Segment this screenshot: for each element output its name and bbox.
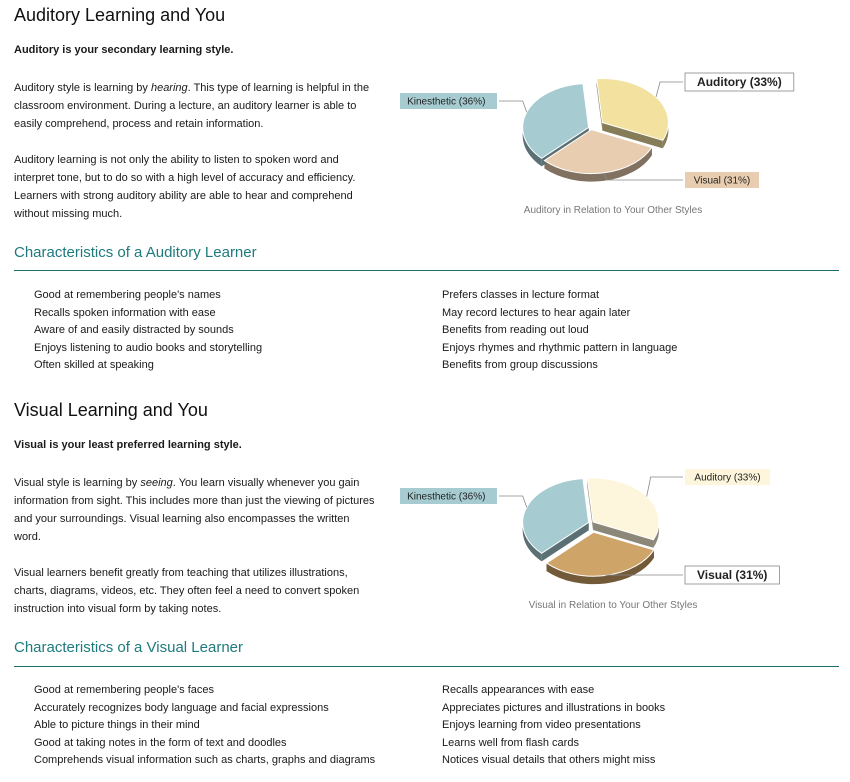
chart-caption: Visual in Relation to Your Other Styles: [528, 600, 698, 611]
svg-text:Visual (31%): Visual (31%): [696, 568, 768, 583]
list-item: Appreciates pictures and illustrations in books: [442, 701, 666, 714]
list-item: Recalls spoken information with ease: [34, 306, 216, 319]
list-item: Benefits from reading out loud: [442, 324, 589, 337]
auditory-characteristics-title: Characteristics of a Auditory Learner: [14, 244, 257, 261]
auditory-characteristics-left: [34, 287, 262, 375]
svg-text:Visual (31%): Visual (31%): [693, 175, 751, 187]
list-item: Able to picture things in their mind: [34, 719, 200, 732]
auditory-paragraph-2: Auditory learning is not only the ability to listen to spoken word and interpret tone, but to do so with a high level of accuracy and efficiency. Learners with strong auditory ability are able to hear and comprehend without missing much.: [14, 154, 356, 220]
visual-characteristics-left: [34, 682, 375, 770]
auditory-characteristics-right: [442, 287, 677, 375]
visual-paragraph-2: Visual learners benefit greatly from teaching that utilizes illustrations, charts, diagrams, videos, etc. They often feel a need to convert spoken instruction into visual form by taking notes.: [14, 567, 360, 615]
list-item: Comprehends visual information such as charts, graphs and diagrams: [34, 754, 376, 767]
list-item: Prefers classes in lecture format: [442, 289, 600, 301]
list-item: Aware of and easily distracted by sounds: [34, 324, 234, 337]
chart-caption: Auditory in Relation to Your Other Styles: [523, 205, 703, 216]
visual-characteristics-right: [442, 682, 665, 770]
list-item: Good at taking notes in the form of text and doodles: [34, 736, 287, 749]
pie-label-auditory: [647, 469, 770, 496]
svg-text:Auditory (33%): Auditory (33%): [697, 75, 782, 90]
auditory-pie-chart: [400, 50, 800, 225]
list-item: Enjoys learning from video presentations: [442, 719, 641, 732]
svg-text:Auditory (33%): Auditory (33%): [694, 472, 761, 484]
list-item: Recalls appearances with ease: [442, 684, 595, 696]
list-item: Notices visual details that others might miss: [442, 754, 656, 767]
visual-lead: Visual is your least preferred learning style.: [14, 439, 242, 451]
auditory-paragraph-1: Auditory style is learning by hearing. This type of learning is helpful in the classroom environment. During a lecture, an auditory learner is able to easily comprehend, process and retain information.: [14, 82, 370, 130]
pie-label-kinesthetic: [400, 488, 527, 507]
pie-label-kinesthetic: [400, 93, 527, 112]
visual-characteristics-title: Characteristics of a Visual Learner: [14, 639, 243, 656]
auditory-lead: Auditory is your secondary learning style.: [14, 44, 234, 56]
auditory-divider: [14, 270, 839, 271]
visual-pie-chart: [400, 445, 800, 620]
list-item: Good at remembering people's faces: [34, 684, 215, 696]
svg-text:Kinesthetic (36%): Kinesthetic (36%): [407, 96, 486, 108]
auditory-section-title: Auditory Learning and You: [14, 5, 226, 25]
pie-label-auditory: [656, 73, 794, 97]
list-item: Enjoys listening to audio books and storytelling: [34, 341, 263, 354]
list-item: Good at remembering people's names: [34, 289, 221, 301]
visual-paragraph-1: Visual style is learning by seeing. You learn visually whenever you gain information from sight. This includes more than just the viewing of pictures and your surroundings. Visual learning also encompasses the written word.: [14, 477, 375, 543]
visual-section-title: Visual Learning and You: [14, 400, 208, 420]
list-item: Often skilled at speaking: [34, 359, 154, 372]
list-item: Accurately recognizes body language and facial expressions: [34, 701, 329, 714]
svg-text:Kinesthetic (36%): Kinesthetic (36%): [407, 491, 486, 503]
list-item: Benefits from group discussions: [442, 359, 598, 372]
list-item: Enjoys rhymes and rhythmic pattern in language: [442, 341, 678, 354]
list-item: May record lectures to hear again later: [442, 306, 631, 319]
visual-divider: [14, 666, 839, 667]
list-item: Learns well from flash cards: [442, 736, 579, 749]
